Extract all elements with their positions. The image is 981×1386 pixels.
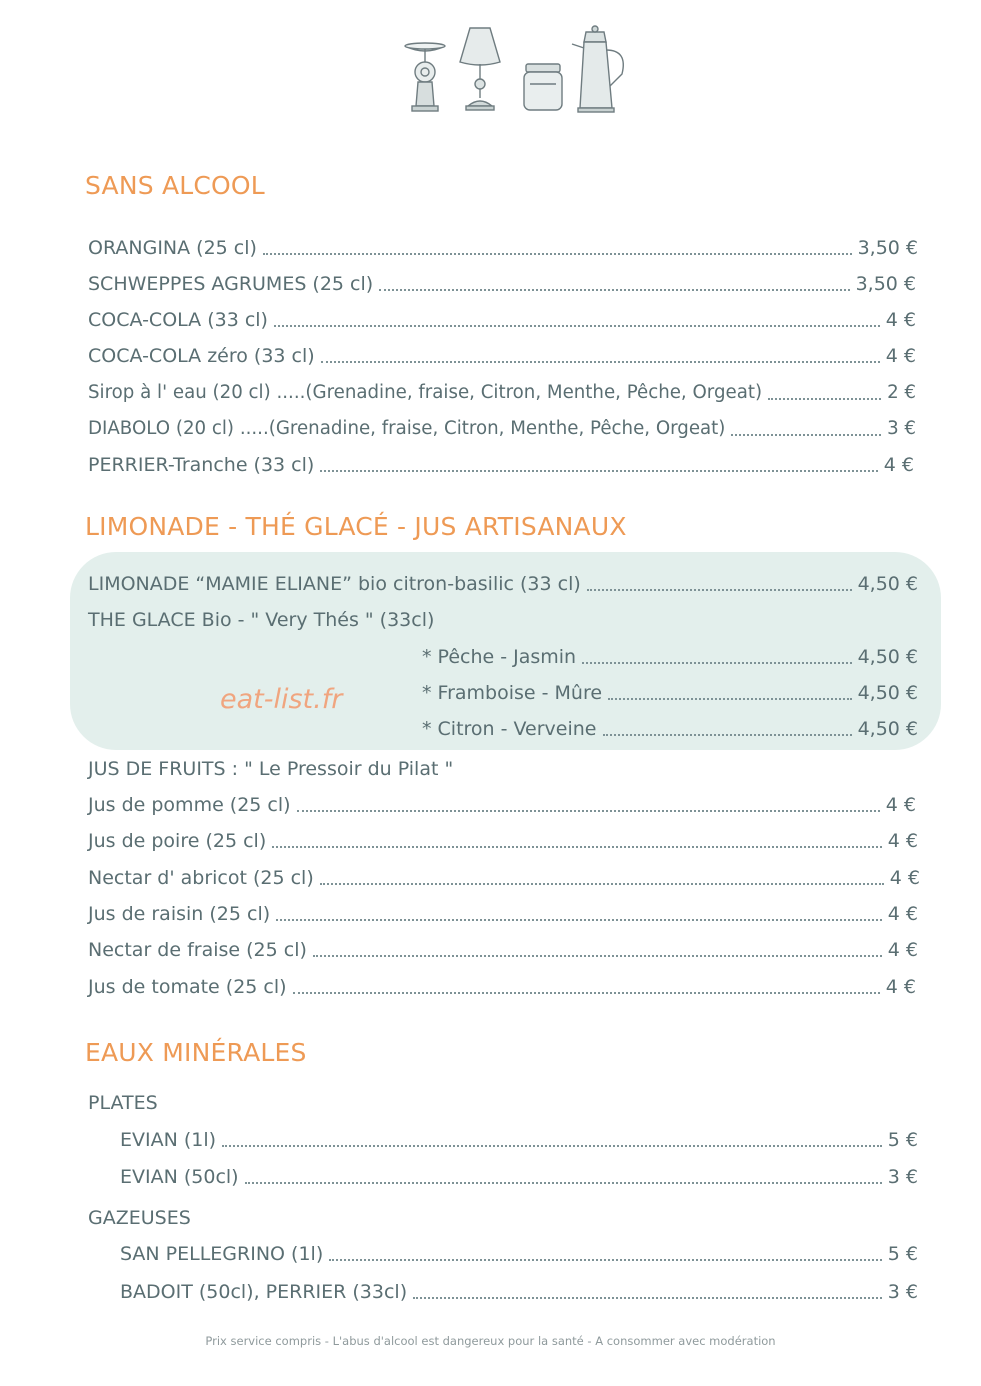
item-price: 4,50 € — [857, 718, 918, 740]
leader-dots — [321, 361, 880, 363]
menu-item-coca-cola — [88, 308, 916, 332]
item-name: Jus de poire (25 cl) — [88, 830, 267, 852]
item-name: Jus de tomate (25 cl) — [88, 976, 287, 998]
item-name: ORANGINA (25 cl) — [88, 237, 257, 259]
item-name: EVIAN (1l) — [120, 1129, 217, 1151]
menu-item-jus-raisin — [88, 902, 918, 926]
item-name: PERRIER-Tranche (33 cl) — [88, 454, 315, 476]
leader-dots — [274, 325, 880, 327]
item-price: 3 € — [887, 1281, 918, 1303]
item-price: 3 € — [887, 1166, 918, 1188]
menu-item-the-citron-verveine — [422, 717, 918, 741]
vintage-objects-illustration — [400, 22, 640, 120]
item-price: 3 € — [887, 418, 916, 439]
menu-item-nectar-fraise — [88, 938, 918, 962]
section-title-limonade: LIMONADE - THÉ GLACÉ - JUS ARTISANAUX — [85, 512, 627, 541]
leader-dots — [603, 734, 852, 736]
leader-dots — [329, 1259, 882, 1261]
item-price: 5 € — [887, 1129, 918, 1151]
item-price: 3,50 € — [857, 237, 918, 259]
item-price: 4 € — [887, 830, 918, 852]
menu-item-jus-poire — [88, 829, 918, 853]
item-name: * Citron - Verveine — [422, 718, 597, 740]
item-price: 4,50 € — [857, 573, 918, 595]
leader-dots — [320, 470, 877, 472]
item-name: Jus de pomme (25 cl) — [88, 794, 291, 816]
leader-dots — [222, 1145, 882, 1147]
item-price: 2 € — [887, 382, 916, 403]
leader-dots — [263, 253, 852, 255]
menu-item-evian-1l — [120, 1128, 918, 1152]
item-name: SCHWEPPES AGRUMES (25 cl) — [88, 273, 374, 295]
section-title-sans-alcool: SANS ALCOOL — [85, 171, 265, 200]
leader-dots — [297, 810, 880, 812]
item-name: Nectar d' abricot (25 cl) — [88, 867, 314, 889]
menu-item-evian-50cl — [120, 1165, 918, 1189]
menu-item-orangina — [88, 236, 918, 260]
the-glace-heading: THE GLACE Bio - " Very Thés " (33cl) — [88, 609, 435, 631]
item-price: 4 € — [885, 976, 916, 998]
menu-item-badoit-perrier — [120, 1280, 918, 1304]
menu-item-nectar-abricot — [88, 866, 920, 890]
menu-item-limonade — [88, 572, 918, 596]
leader-dots — [313, 955, 882, 957]
item-name: BADOIT (50cl), PERRIER (33cl) — [120, 1281, 408, 1303]
menu-item-the-framboise-mure — [422, 681, 918, 705]
item-price: 3,50 € — [855, 273, 916, 295]
leader-dots — [582, 662, 851, 664]
leader-dots — [245, 1182, 882, 1184]
leader-dots — [320, 883, 884, 885]
item-name: * Framboise - Mûre — [422, 682, 603, 704]
footer-disclaimer: Prix service compris - L'abus d'alcool est dangereux pour la santé - A consommer avec modération — [205, 1334, 776, 1348]
menu-item-coca-cola-zero — [88, 344, 916, 368]
menu-item-jus-tomate — [88, 975, 916, 999]
item-name: EVIAN (50cl) — [120, 1166, 239, 1188]
jus-de-fruits-heading: JUS DE FRUITS : " Le Pressoir du Pilat " — [88, 758, 454, 780]
menu-item-perrier-tranche — [88, 453, 914, 477]
item-price: 4 € — [885, 309, 916, 331]
item-price: 4 € — [883, 454, 914, 476]
menu-item-diabolo — [88, 417, 916, 441]
item-price: 4 € — [885, 345, 916, 367]
item-name: COCA-COLA (33 cl) — [88, 309, 268, 331]
leader-dots — [768, 398, 881, 400]
item-name: Nectar de fraise (25 cl) — [88, 939, 307, 961]
section-title-eaux-minerales: EAUX MINÉRALES — [85, 1038, 307, 1067]
item-name: Jus de raisin (25 cl) — [88, 903, 271, 925]
watermark-logo: eat-list.fr — [220, 684, 343, 715]
item-price: 5 € — [887, 1243, 918, 1265]
leader-dots — [272, 846, 882, 848]
menu-item-jus-pomme — [88, 793, 916, 817]
item-name: LIMONADE “MAMIE ELIANE” bio citron-basilic (33 cl) — [88, 573, 581, 595]
plates-heading: PLATES — [88, 1092, 158, 1114]
leader-dots — [731, 434, 881, 436]
gazeuses-heading: GAZEUSES — [88, 1207, 191, 1229]
item-price: 4 € — [889, 867, 920, 889]
item-name: COCA-COLA zéro (33 cl) — [88, 345, 315, 367]
item-name: * Pêche - Jasmin — [422, 646, 577, 668]
leader-dots — [293, 992, 880, 994]
leader-dots — [413, 1297, 882, 1299]
menu-item-the-peche-jasmin — [422, 645, 918, 669]
item-price: 4 € — [887, 939, 918, 961]
leader-dots — [276, 919, 882, 921]
leader-dots — [608, 698, 852, 700]
menu-item-san-pellegrino — [120, 1242, 918, 1266]
item-price: 4,50 € — [857, 646, 918, 668]
item-price: 4,50 € — [857, 682, 918, 704]
item-price: 4 € — [887, 903, 918, 925]
item-name: SAN PELLEGRINO (1l) — [120, 1243, 324, 1265]
leader-dots — [379, 289, 849, 291]
leader-dots — [587, 589, 852, 591]
item-name: DIABOLO (20 cl) .....(Grenadine, fraise, Citron, Menthe, Pêche, Orgeat) — [88, 418, 726, 439]
menu-item-schweppes — [88, 272, 916, 296]
item-price: 4 € — [885, 794, 916, 816]
item-name: Sirop à l' eau (20 cl) .....(Grenadine, fraise, Citron, Menthe, Pêche, Orgeat) — [88, 382, 763, 403]
menu-item-sirop — [88, 381, 916, 405]
